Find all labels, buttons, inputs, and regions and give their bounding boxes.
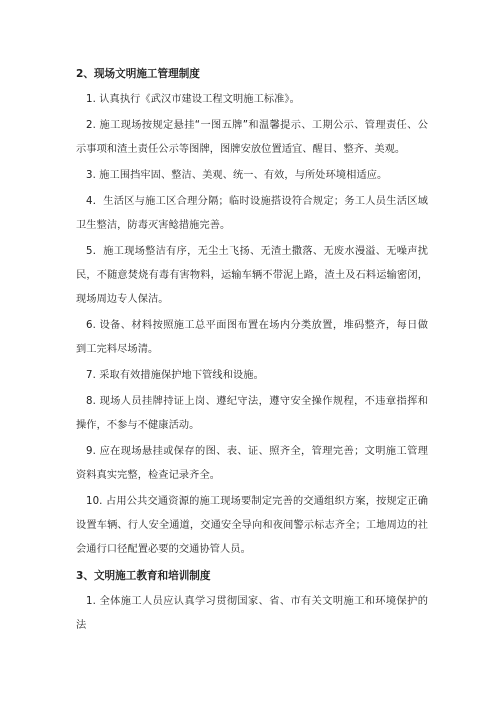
- list-item: 10. 占用公共交通资源的施工现场要制定完善的交通组织方案，按规定正确设置车辆、行人安全通道，交通安全导向和夜间警示标志齐全；工地周边的社会通行口径配置必要的交通协管人员。: [76, 496, 428, 555]
- list-item: 2. 施工现场按规定悬挂“一图五牌”和温馨提示、工期公示、管理责任、公示事项和渣土责任公示等图牌，图牌安放位置适宜、醒目、整齐、美观。: [76, 120, 428, 155]
- list-item: 4．生活区与施工区合理分隔；临时设施搭设符合规定；务工人员生活区域卫生整洁，防毒灭害鲶措施完善。: [76, 196, 428, 231]
- list-item: 1. 全体施工人员应认真学习贯彻国家、省、市有关文明施工和环境保护的法: [76, 596, 428, 631]
- list-item: 8. 现场人员挂牌持证上岗、遵纪守法，遵守安全操作规程，不违章指挥和操作，不参与不健康活动。: [76, 396, 428, 431]
- list-item: 3. 施工围挡牢固、整洁、美观、统一、有效，与所处环境相适应。: [86, 170, 388, 181]
- list-item: 5．施工现场整洁有序，无尘土飞扬、无渣土撒落、无废水漫溢、无噪声扰民，不随意焚烧有毒有害物料，运输车辆不带泥上路，渣土及石料运输密闭，现场周边专人保洁。: [76, 246, 428, 305]
- section-heading-management: 2、现场文明施工管理制度: [76, 68, 200, 80]
- list-item: 1. 认真执行《武汉市建设工程文明施工标准》。: [86, 94, 300, 105]
- section-heading-training: 3、文明施工教育和培训制度: [76, 570, 211, 582]
- list-item: 6. 设备、材料按照施工总平面图布置在场内分类放置，堆码整齐，每日做到工完料尽场清。: [76, 320, 428, 355]
- list-item: 7. 采取有效措施保护地下管线和设施。: [86, 370, 264, 381]
- document-body: [76, 62, 428, 640]
- list-item: 9. 应在现场悬挂或保存的图、表、证、照齐全，管理完善；文明施工管理资料真实完整，检查记录齐全。: [76, 446, 428, 481]
